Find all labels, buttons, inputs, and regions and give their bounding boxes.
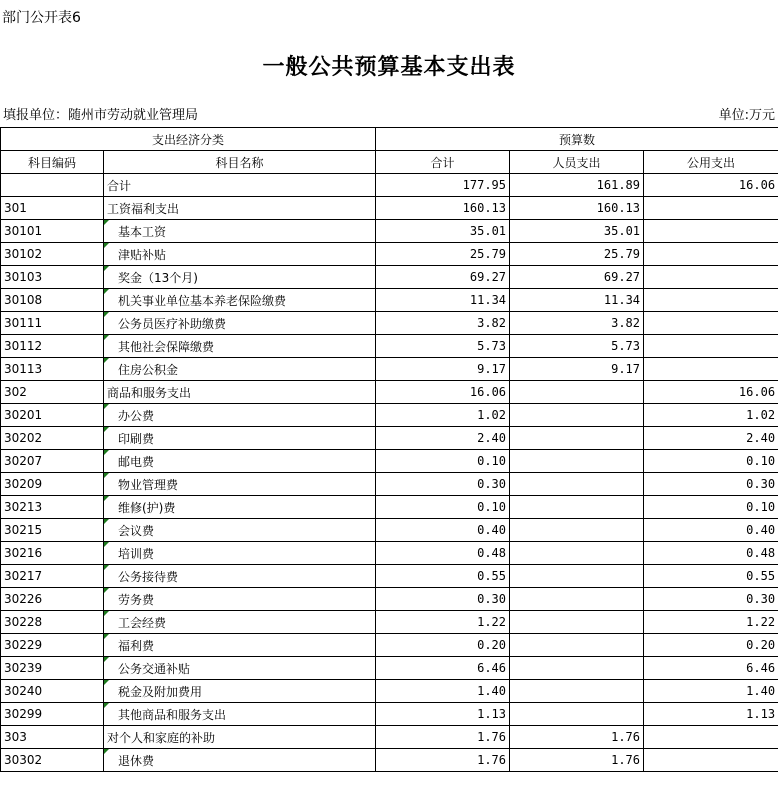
cell-code: 30102 — [1, 243, 104, 266]
cell-public — [644, 289, 778, 312]
cell-public: 0.10 — [644, 496, 778, 519]
cell-personnel: 69.27 — [510, 266, 644, 289]
cell-personnel — [510, 634, 644, 657]
cell-code: 30101 — [1, 220, 104, 243]
table-row — [1, 657, 778, 680]
cell-total: 2.40 — [376, 427, 510, 450]
cell-code: 30215 — [1, 519, 104, 542]
cell-name: 其他商品和服务支出 — [104, 703, 376, 726]
cell-personnel — [510, 427, 644, 450]
table-row — [1, 496, 778, 519]
cell-personnel — [510, 703, 644, 726]
cell-code: 30111 — [1, 312, 104, 335]
cell-name: 培训费 — [104, 542, 376, 565]
cell-total: 160.13 — [376, 197, 510, 220]
cell-name: 奖金（13个月) — [104, 266, 376, 289]
cell-code: 30228 — [1, 611, 104, 634]
cell-code: 30113 — [1, 358, 104, 381]
cell-total: 0.20 — [376, 634, 510, 657]
cell-personnel: 1.76 — [510, 726, 644, 749]
cell-total: 11.34 — [376, 289, 510, 312]
cell-total: 0.30 — [376, 473, 510, 496]
cell-public: 16.06 — [644, 174, 778, 197]
cell-public — [644, 749, 778, 772]
cell-code: 30239 — [1, 657, 104, 680]
cell-public: 1.13 — [644, 703, 778, 726]
table-row — [1, 473, 778, 496]
cell-name: 住房公积金 — [104, 358, 376, 381]
table-row — [1, 703, 778, 726]
cell-personnel — [510, 588, 644, 611]
cell-name: 税金及附加费用 — [104, 680, 376, 703]
column-header-code: 科目编码 — [1, 151, 104, 174]
table-row — [1, 588, 778, 611]
cell-public: 0.30 — [644, 588, 778, 611]
table-row — [1, 450, 778, 473]
cell-total: 25.79 — [376, 243, 510, 266]
cell-total: 1.76 — [376, 726, 510, 749]
cell-code: 30299 — [1, 703, 104, 726]
cell-personnel — [510, 473, 644, 496]
column-header-row — [1, 151, 778, 174]
cell-code: 30213 — [1, 496, 104, 519]
cell-public — [644, 726, 778, 749]
cell-personnel — [510, 519, 644, 542]
table-tag: 部门公开表6 — [2, 10, 81, 26]
cell-personnel — [510, 404, 644, 427]
cell-total: 5.73 — [376, 335, 510, 358]
cell-name: 商品和服务支出 — [104, 381, 376, 404]
group-header-row — [1, 128, 778, 151]
cell-personnel: 1.76 — [510, 749, 644, 772]
cell-name: 工会经费 — [104, 611, 376, 634]
cell-name: 物业管理费 — [104, 473, 376, 496]
cell-name: 公务员医疗补助缴费 — [104, 312, 376, 335]
column-header-total: 合计 — [376, 151, 510, 174]
table-row — [1, 611, 778, 634]
cell-personnel — [510, 542, 644, 565]
cell-public: 16.06 — [644, 381, 778, 404]
cell-personnel: 9.17 — [510, 358, 644, 381]
cell-public — [644, 358, 778, 381]
cell-public — [644, 220, 778, 243]
cell-public: 6.46 — [644, 657, 778, 680]
cell-personnel: 11.34 — [510, 289, 644, 312]
cell-code: 30216 — [1, 542, 104, 565]
cell-personnel — [510, 496, 644, 519]
cell-name: 津贴补贴 — [104, 243, 376, 266]
table-row — [1, 726, 778, 749]
cell-name: 印刷费 — [104, 427, 376, 450]
cell-name: 公务接待费 — [104, 565, 376, 588]
cell-code: 30202 — [1, 427, 104, 450]
cell-public: 0.48 — [644, 542, 778, 565]
cell-personnel — [510, 680, 644, 703]
table-row — [1, 381, 778, 404]
cell-personnel — [510, 381, 644, 404]
cell-total: 177.95 — [376, 174, 510, 197]
cell-personnel: 35.01 — [510, 220, 644, 243]
cell-code — [1, 174, 104, 197]
cell-public: 2.40 — [644, 427, 778, 450]
cell-public: 1.40 — [644, 680, 778, 703]
cell-total: 0.30 — [376, 588, 510, 611]
group-header-budget: 预算数 — [376, 128, 778, 151]
table-row — [1, 680, 778, 703]
cell-public: 1.02 — [644, 404, 778, 427]
cell-personnel — [510, 565, 644, 588]
cell-code: 30207 — [1, 450, 104, 473]
cell-code: 301 — [1, 197, 104, 220]
cell-name: 其他社会保障缴费 — [104, 335, 376, 358]
table-row — [1, 427, 778, 450]
cell-code: 30229 — [1, 634, 104, 657]
cell-name: 公务交通补贴 — [104, 657, 376, 680]
cell-name: 基本工资 — [104, 220, 376, 243]
cell-total: 9.17 — [376, 358, 510, 381]
table-row — [1, 174, 778, 197]
cell-name: 福利费 — [104, 634, 376, 657]
cell-public: 0.55 — [644, 565, 778, 588]
cell-name: 工资福利支出 — [104, 197, 376, 220]
cell-public — [644, 335, 778, 358]
cell-total: 1.76 — [376, 749, 510, 772]
cell-name: 退休费 — [104, 749, 376, 772]
cell-code: 30226 — [1, 588, 104, 611]
cell-code: 30209 — [1, 473, 104, 496]
cell-personnel: 161.89 — [510, 174, 644, 197]
page-title: 一般公共预算基本支出表 — [262, 55, 516, 80]
table-row — [1, 335, 778, 358]
cell-total: 1.13 — [376, 703, 510, 726]
cell-personnel — [510, 450, 644, 473]
cell-public: 0.40 — [644, 519, 778, 542]
reporting-unit: 填报单位：随州市劳动就业管理局 — [3, 108, 199, 123]
cell-public — [644, 243, 778, 266]
cell-public — [644, 312, 778, 335]
cell-total: 0.40 — [376, 519, 510, 542]
table-row — [1, 519, 778, 542]
cell-code: 30201 — [1, 404, 104, 427]
table-row — [1, 243, 778, 266]
cell-name: 机关事业单位基本养老保险缴费 — [104, 289, 376, 312]
cell-name: 办公费 — [104, 404, 376, 427]
cell-total: 1.40 — [376, 680, 510, 703]
cell-personnel: 25.79 — [510, 243, 644, 266]
table-row — [1, 542, 778, 565]
table-row — [1, 565, 778, 588]
cell-code: 30108 — [1, 289, 104, 312]
cell-public — [644, 197, 778, 220]
table-row — [1, 404, 778, 427]
table-row — [1, 266, 778, 289]
cell-name: 邮电费 — [104, 450, 376, 473]
cell-name: 维修(护)费 — [104, 496, 376, 519]
cell-code: 30103 — [1, 266, 104, 289]
cell-name: 合计 — [104, 174, 376, 197]
cell-total: 0.55 — [376, 565, 510, 588]
cell-public — [644, 266, 778, 289]
cell-public: 0.10 — [644, 450, 778, 473]
cell-total: 1.02 — [376, 404, 510, 427]
cell-code: 303 — [1, 726, 104, 749]
cell-total: 0.10 — [376, 496, 510, 519]
cell-code: 30302 — [1, 749, 104, 772]
currency-unit: 单位:万元 — [718, 108, 775, 123]
column-header-name: 科目名称 — [104, 151, 376, 174]
cell-name: 对个人和家庭的补助 — [104, 726, 376, 749]
table-row — [1, 289, 778, 312]
table-row — [1, 358, 778, 381]
budget-table — [0, 127, 778, 772]
cell-total: 35.01 — [376, 220, 510, 243]
cell-personnel — [510, 657, 644, 680]
cell-code: 302 — [1, 381, 104, 404]
cell-total: 0.48 — [376, 542, 510, 565]
cell-personnel: 160.13 — [510, 197, 644, 220]
cell-total: 16.06 — [376, 381, 510, 404]
cell-public: 1.22 — [644, 611, 778, 634]
cell-total: 1.22 — [376, 611, 510, 634]
cell-total: 6.46 — [376, 657, 510, 680]
cell-personnel: 3.82 — [510, 312, 644, 335]
cell-total: 3.82 — [376, 312, 510, 335]
cell-code: 30240 — [1, 680, 104, 703]
cell-name: 劳务费 — [104, 588, 376, 611]
table-row — [1, 749, 778, 772]
group-header-classification: 支出经济分类 — [1, 128, 376, 151]
table-row — [1, 197, 778, 220]
cell-code: 30217 — [1, 565, 104, 588]
table-row — [1, 312, 778, 335]
column-header-public: 公用支出 — [644, 151, 778, 174]
cell-total: 69.27 — [376, 266, 510, 289]
table-row — [1, 634, 778, 657]
cell-code: 30112 — [1, 335, 104, 358]
cell-public: 0.30 — [644, 473, 778, 496]
cell-personnel — [510, 611, 644, 634]
table-row — [1, 220, 778, 243]
cell-name: 会议费 — [104, 519, 376, 542]
cell-public: 0.20 — [644, 634, 778, 657]
column-header-personnel: 人员支出 — [510, 151, 644, 174]
cell-personnel: 5.73 — [510, 335, 644, 358]
cell-total: 0.10 — [376, 450, 510, 473]
